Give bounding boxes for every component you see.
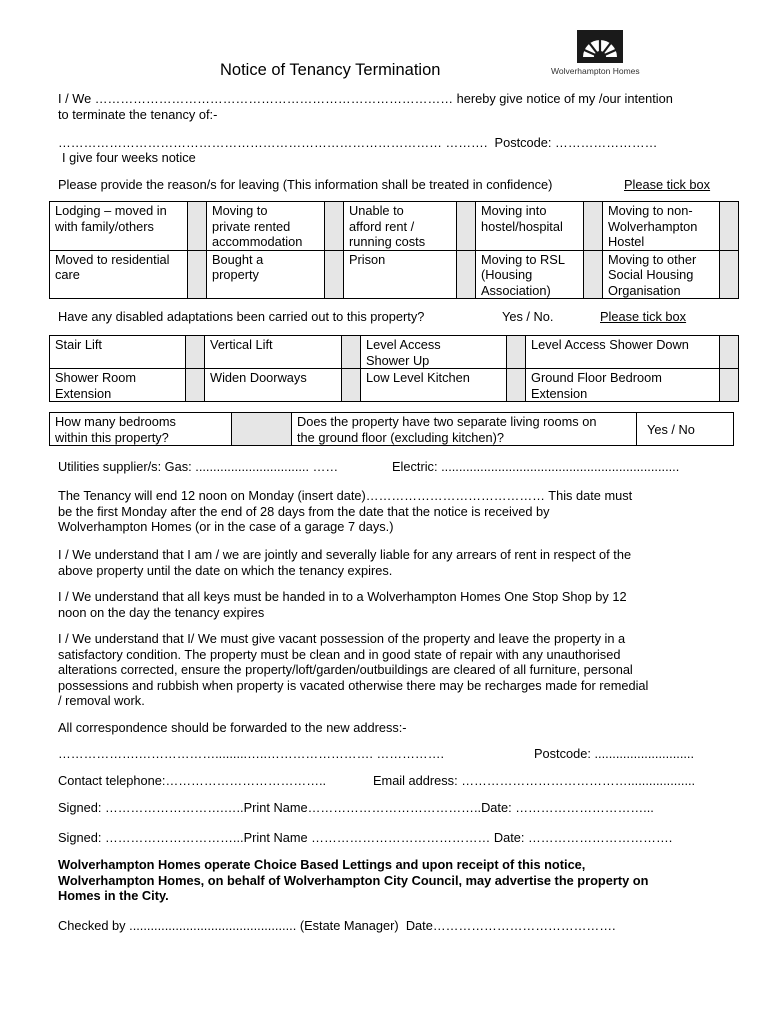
tenancy-end-paragraph: The Tenancy will end 12 noon on Monday (insert date)…………………………………… This date must be the first Monday after the end of 28 days from the date that the notice is received by Wolverhampton Homes (or in the case of a garage 7 days.) bbox=[58, 488, 633, 534]
adaptations-table bbox=[49, 335, 739, 402]
reason-tick-box[interactable] bbox=[188, 202, 207, 251]
adaptation-cell bbox=[50, 369, 186, 402]
email-field[interactable]: …………………………………................... bbox=[461, 773, 696, 788]
living-rooms-question: Does the property have two separate living rooms on the ground floor (excluding kitchen)? bbox=[297, 414, 597, 445]
adaptation-cell bbox=[526, 336, 720, 369]
utilities-line bbox=[58, 459, 338, 475]
tenancy-address-line bbox=[58, 135, 657, 151]
reason-tick-box[interactable] bbox=[325, 250, 344, 299]
phone-label: Contact telephone: bbox=[58, 773, 166, 788]
reason-tick-box[interactable] bbox=[584, 202, 603, 251]
checked-by-label: Checked by bbox=[58, 918, 126, 933]
forwarding-postcode-field[interactable]: ............................ bbox=[594, 746, 695, 761]
reasons-row bbox=[50, 250, 739, 299]
arrears-paragraph: I / We understand that I am / we are jointly and severally liable for any arrears of rent in respect of the above property until the date on which the tenancy expires. bbox=[58, 547, 632, 578]
signature-line-1[interactable]: Signed: ……………………….…..Print Name…………………………………..Date: …………………………... bbox=[58, 800, 654, 815]
checked-date-label: Date bbox=[405, 918, 433, 933]
gas-label: Utilities supplier/s: Gas: bbox=[58, 459, 192, 474]
reason-label: Unable to afford rent / running costs bbox=[349, 203, 426, 249]
checked-by-line bbox=[58, 918, 616, 934]
reason-cell bbox=[50, 202, 188, 251]
intro-suffix: hereby give notice of my /our intention bbox=[456, 91, 673, 106]
adaptation-tick-box[interactable] bbox=[720, 369, 739, 402]
tenancy-address-field[interactable]: ……………………………………………………………………………… ………. bbox=[58, 135, 488, 150]
reason-cell bbox=[603, 202, 720, 251]
intro-line-2: to terminate the tenancy of:- bbox=[58, 107, 218, 122]
reason-label: Prison bbox=[349, 251, 386, 267]
checked-date-field[interactable]: ……………………………………. bbox=[432, 918, 616, 933]
estate-manager-label: (Estate Manager) bbox=[299, 918, 399, 933]
phone-field[interactable]: ……………………………….. bbox=[165, 773, 327, 788]
reason-tick-box[interactable] bbox=[720, 202, 739, 251]
reason-label: Moved to residential care bbox=[55, 251, 170, 282]
reason-tick-box[interactable] bbox=[720, 250, 739, 299]
forwarding-address-field[interactable]: ……………….……………….........…..……………………. ……………. bbox=[58, 746, 445, 761]
adaptations-row bbox=[50, 336, 739, 369]
adaptation-cell bbox=[205, 369, 342, 402]
adaptations-row bbox=[50, 369, 739, 402]
adaptation-label: Vertical Lift bbox=[210, 337, 273, 352]
keys-paragraph: I / We understand that all keys must be handed in to a Wolverhampton Homes One Stop Shop by 12 noon on the day the tenancy expires bbox=[58, 589, 627, 620]
adaptation-label: Low Level Kitchen bbox=[366, 370, 470, 385]
signature-line-2[interactable]: Signed: …………………………...Print Name …………………………………… Date: ……………………………. bbox=[58, 830, 673, 845]
reasons-row bbox=[50, 202, 739, 251]
reason-cell bbox=[603, 250, 720, 299]
contact-email-line bbox=[373, 773, 695, 789]
adaptation-tick-box[interactable] bbox=[342, 336, 361, 369]
reason-cell bbox=[476, 202, 584, 251]
reason-cell bbox=[344, 250, 457, 299]
adaptation-label: Shower Room Extension bbox=[55, 370, 137, 401]
wolverhampton-homes-logo-icon bbox=[577, 30, 623, 63]
page-title: Notice of Tenancy Termination bbox=[220, 61, 441, 79]
reasons-table bbox=[49, 201, 739, 299]
adaptation-tick-box[interactable] bbox=[186, 369, 205, 402]
adaptation-tick-box[interactable] bbox=[720, 336, 739, 369]
living-rooms-question-cell bbox=[292, 413, 637, 446]
reason-tick-box[interactable] bbox=[188, 250, 207, 299]
bedrooms-question: How many bedrooms within this property? bbox=[55, 414, 176, 445]
logo-text: Wolverhampton Homes bbox=[551, 66, 640, 76]
forwarding-postcode-label: Postcode: bbox=[534, 746, 591, 761]
checked-by-field[interactable]: ............................................... bbox=[129, 918, 297, 933]
gas-supplier-field[interactable]: ................................ …… bbox=[195, 459, 339, 474]
adaptation-label: Level Access Shower Up bbox=[366, 337, 441, 368]
reason-label: Lodging – moved in with family/others bbox=[55, 203, 167, 234]
reason-cell bbox=[50, 250, 188, 299]
adaptation-label: Stair Lift bbox=[55, 337, 102, 352]
bedrooms-row bbox=[50, 413, 734, 446]
reason-cell bbox=[344, 202, 457, 251]
bedrooms-count-field[interactable] bbox=[232, 413, 292, 446]
adaptation-label: Widen Doorways bbox=[210, 370, 307, 385]
adaptations-yes-no[interactable]: Yes / No. bbox=[502, 309, 554, 324]
adaptation-cell bbox=[205, 336, 342, 369]
contact-phone-line bbox=[58, 773, 326, 789]
adaptations-question: Have any disabled adaptations been carried out to this property? bbox=[58, 309, 425, 324]
reason-cell bbox=[476, 250, 584, 299]
adaptation-tick-box[interactable] bbox=[342, 369, 361, 402]
notice-period: I give four weeks notice bbox=[62, 150, 196, 165]
reason-label: Moving to RSL (Housing Association) bbox=[481, 251, 565, 298]
reasons-tick-label: Please tick box bbox=[624, 177, 711, 192]
adaptation-cell bbox=[361, 369, 507, 402]
adaptations-tick-label: Please tick box bbox=[600, 309, 687, 324]
reason-label: Moving to other Social Housing Organisation bbox=[608, 251, 697, 298]
adaptation-cell bbox=[50, 336, 186, 369]
forwarding-postcode-line bbox=[534, 746, 694, 762]
reason-label: Bought a property bbox=[212, 251, 264, 282]
reason-label: Moving to private rented accommodation bbox=[212, 203, 303, 249]
bedrooms-table bbox=[49, 412, 734, 446]
reason-cell bbox=[207, 250, 325, 299]
reason-tick-box[interactable] bbox=[457, 250, 476, 299]
tenancy-postcode-field[interactable]: …………………… bbox=[555, 135, 658, 150]
email-label: Email address: bbox=[373, 773, 458, 788]
postcode-label: Postcode: bbox=[494, 135, 552, 150]
name-field[interactable]: ………………………………………………………………………… bbox=[94, 91, 454, 106]
bedrooms-question-cell bbox=[50, 413, 232, 446]
adaptation-label: Level Access Shower Down bbox=[531, 337, 689, 352]
adaptation-tick-box[interactable] bbox=[186, 336, 205, 369]
vacant-possession-paragraph: I / We understand that I/ We must give vacant possession of the property and leave the property in a satisfactory condition. The property must be clean and in good state of repair with any unauthorised alterations corrected, ensure the property/loft/garden/outbuildings are cleared of all furniture, personal possessions and rubbish when property is vacated otherwise there may be recharges made for remedial / removal work. bbox=[58, 631, 649, 708]
living-rooms-yes-no[interactable]: Yes / No bbox=[637, 413, 734, 446]
reason-tick-box[interactable] bbox=[457, 202, 476, 251]
reason-cell bbox=[207, 202, 325, 251]
reason-label: Moving to non- Wolverhampton Hostel bbox=[608, 203, 698, 249]
intro-line-1 bbox=[58, 91, 673, 107]
adaptation-cell bbox=[361, 336, 507, 369]
forwarding-prompt: All correspondence should be forwarded to the new address:- bbox=[58, 720, 407, 735]
reasons-prompt: Please provide the reason/s for leaving (This information shall be treated in confidence) bbox=[58, 177, 553, 192]
cbl-notice: Wolverhampton Homes operate Choice Based Lettings and upon receipt of this notice, Wolverhampton Homes, on behalf of Wolverhampton City Council, may advertise the property on Homes in the City. bbox=[58, 857, 649, 903]
electric-line bbox=[392, 459, 679, 475]
adaptation-cell bbox=[526, 369, 720, 402]
electric-supplier-field[interactable]: ................................................................... bbox=[441, 459, 680, 474]
intro-prefix: I / We bbox=[58, 91, 92, 106]
reason-tick-box[interactable] bbox=[584, 250, 603, 299]
adaptation-tick-box[interactable] bbox=[507, 369, 526, 402]
electric-label: Electric: bbox=[392, 459, 438, 474]
adaptation-label: Ground Floor Bedroom Extension bbox=[531, 370, 662, 401]
reason-label: Moving into hostel/hospital bbox=[481, 203, 563, 234]
reason-tick-box[interactable] bbox=[325, 202, 344, 251]
adaptation-tick-box[interactable] bbox=[507, 336, 526, 369]
